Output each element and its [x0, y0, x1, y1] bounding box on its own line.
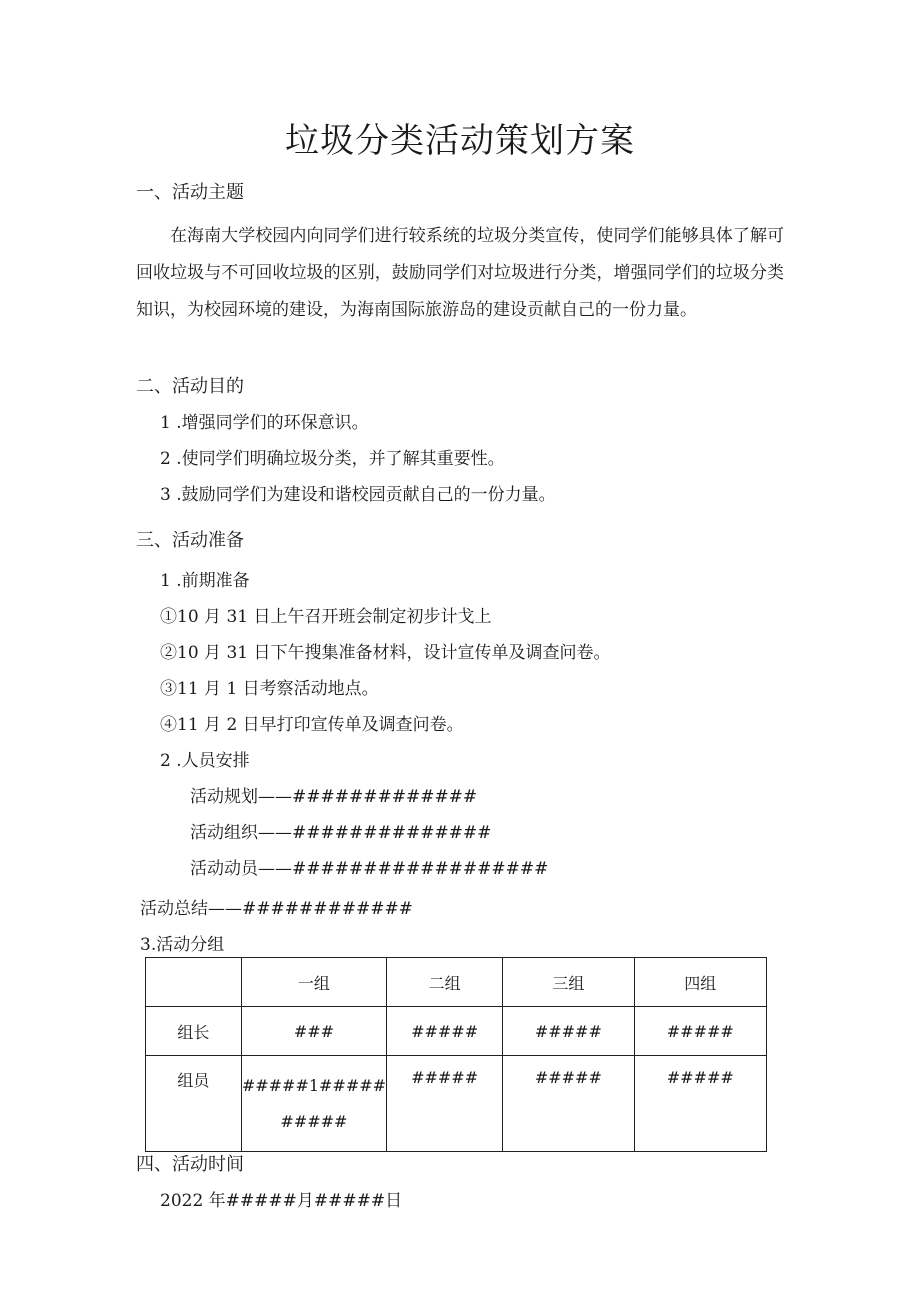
table-header-group-3: 三组	[503, 958, 634, 1007]
prep-step-1: ①10 月 31 日上午召开班会制定初步计戈上	[160, 607, 492, 627]
members-group-3: #####	[503, 1056, 634, 1152]
row-label-members: 组员	[146, 1056, 242, 1152]
prep-step-2: ②10 月 31 日下午搜集准备材料，设计宣传单及调查问卷。	[160, 643, 611, 663]
staff-mobilizing: 活动动员——##################	[190, 859, 549, 879]
purpose-item-3: 3 .鼓励同学们为建设和谐校园贡献自己的一份力量。	[160, 485, 556, 505]
section-heading-theme: 一、活动主题	[136, 182, 244, 203]
table-header-empty	[146, 958, 242, 1007]
table-header-group-2: 二组	[387, 958, 503, 1007]
row-label-leader: 组长	[146, 1007, 242, 1056]
staff-planning: 活动规划——#############	[190, 787, 478, 807]
prep-sub-heading-1: 1 .前期准备	[160, 571, 250, 591]
activity-date: 2022 年#####月#####日	[160, 1191, 403, 1211]
members-group-1-line-2: #####	[280, 1112, 348, 1131]
document-title: 垃圾分类活动策划方案	[285, 121, 635, 161]
staff-summary: 活动总结——############	[140, 899, 413, 919]
section-heading-preparation: 三、活动准备	[136, 530, 244, 551]
table-header-group-4: 四组	[634, 958, 766, 1007]
purpose-item-2: 2 .使同学们明确垃圾分类，并了解其重要性。	[160, 449, 505, 469]
prep-step-4: ④11 月 2 日早打印宣传单及调查问卷。	[160, 715, 464, 735]
members-group-4: #####	[634, 1056, 766, 1152]
section-heading-purpose: 二、活动目的	[136, 376, 244, 397]
table-row-members	[146, 1056, 767, 1152]
table-row-leader	[146, 1007, 767, 1056]
members-group-2: #####	[387, 1056, 503, 1152]
theme-paragraph: 在海南大学校园内向同学们进行较系统的垃圾分类宣传，使同学们能够具体了解可回收垃圾与不可回收垃圾的区别，鼓励同学们对垃圾进行分类，增强同学们的垃圾分类知识，为校园环境的建设，为海南国际旅游岛的建设贡献自己的一份力量。	[136, 226, 784, 320]
purpose-item-1: 1 .增强同学们的环保意识。	[160, 413, 369, 433]
leader-group-2: #####	[387, 1007, 503, 1056]
prep-sub-heading-3: 3.活动分组	[140, 935, 225, 955]
leader-group-3: #####	[503, 1007, 634, 1056]
group-table	[145, 957, 767, 1152]
prep-sub-heading-2: 2 .人员安排	[160, 751, 250, 771]
prep-step-3: ③11 月 1 日考察活动地点。	[160, 679, 379, 699]
leader-group-1: ###	[241, 1007, 386, 1056]
members-group-1	[241, 1056, 386, 1152]
table-header-row	[146, 958, 767, 1007]
staff-organizing: 活动组织——##############	[190, 823, 492, 843]
section-heading-time: 四、活动时间	[136, 1154, 244, 1175]
table-header-group-1: 一组	[241, 958, 386, 1007]
members-group-1-line-1: #####1#####	[241, 1076, 387, 1095]
leader-group-4: #####	[634, 1007, 766, 1056]
